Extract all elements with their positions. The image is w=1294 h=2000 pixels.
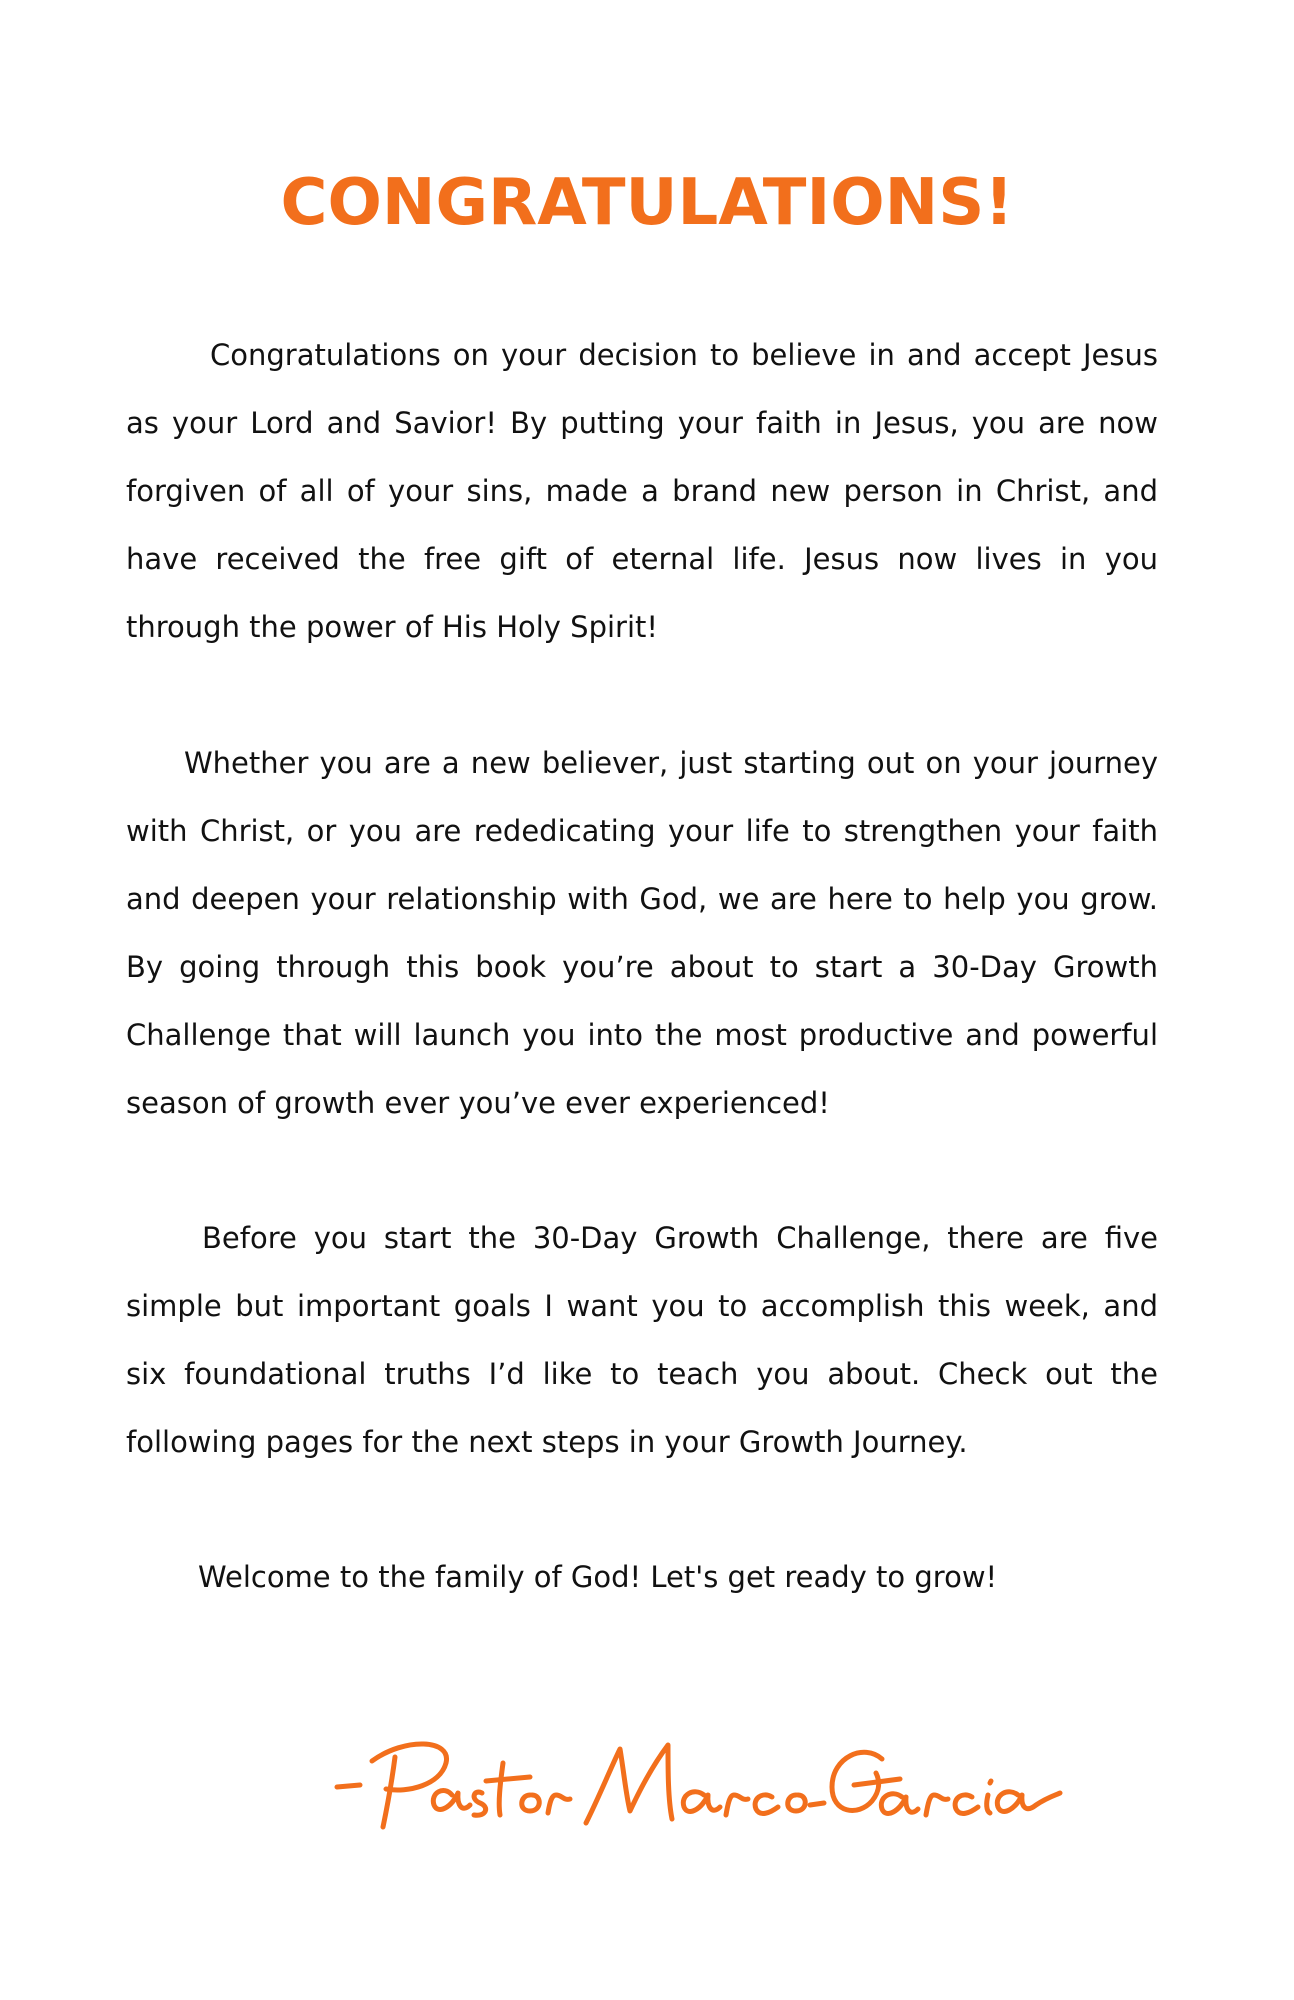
paragraph-whether: Whether you are a new believer, just starting out on your journey with Christ, or you are rededicating your life to strengthen your faith and deepen your relationship with God, we are here to help you grow. By going through this book you’re about to start a 30-Day Growth Challenge that will launch you into the most productive and powerful season of growth ever you’ve ever experienced! bbox=[126, 746, 1158, 1120]
handwritten-signature-image bbox=[0, 1715, 1294, 1835]
paragraph-congratulations: Congratulations on your decision to believe in and accept Jesus as your Lord and Savior! By putting your faith in Jesus, you are now forgiven of all of your sins, made a brand new person in Christ, and have received the free gift of eternal life. Jesus now lives in you through the power of His Holy Spirit! bbox=[126, 338, 1158, 644]
paragraph-before-you-start: Before you start the 30-Day Growth Challenge, there are five simple but important goals I want you to accomplish this week, and six foundational truths I’d like to teach you about. Check out the following pages for the next steps in your Growth Journey. bbox=[126, 1221, 1158, 1459]
page-title: CONGRATULATIONS! bbox=[280, 166, 1014, 240]
signature bbox=[0, 1715, 1294, 1835]
paragraph-welcome: Welcome to the family of God! Let's get ready to grow! bbox=[198, 1560, 998, 1594]
